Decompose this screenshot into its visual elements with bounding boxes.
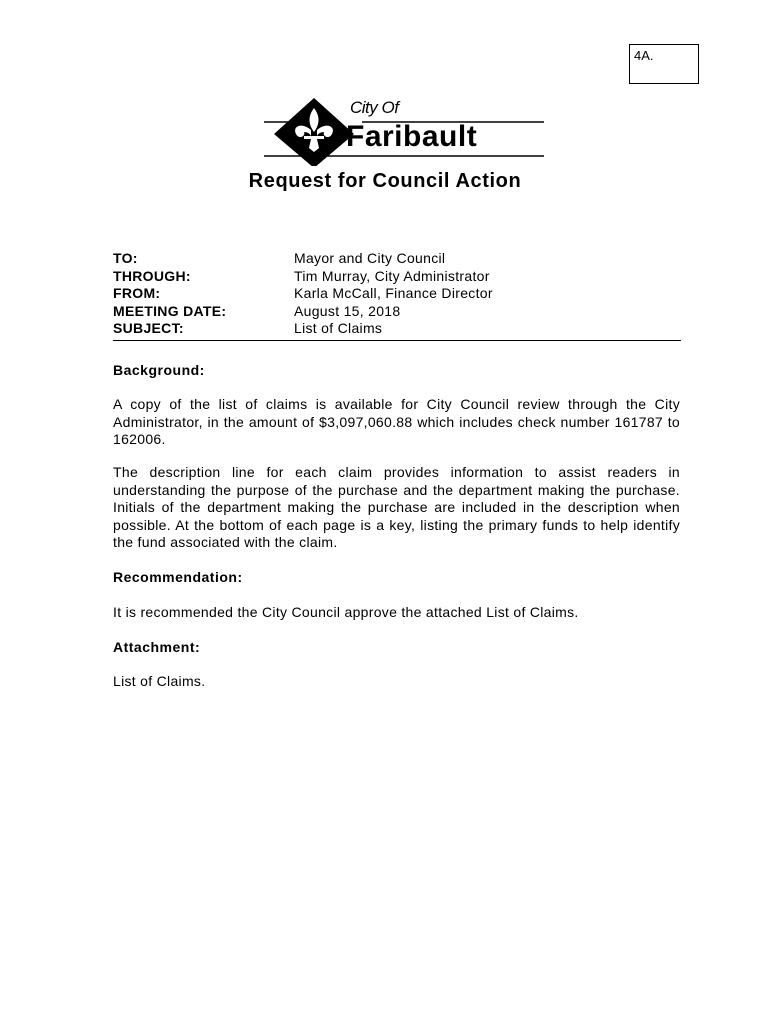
header-row-to	[113, 250, 493, 268]
recommendation-heading: Recommendation:	[113, 569, 243, 585]
header-row-meeting-date	[113, 303, 493, 321]
header-row-from	[113, 285, 493, 303]
logo-name-text: Faribault	[346, 120, 478, 153]
header-label: MEETING DATE:	[113, 302, 227, 319]
background-paragraph-2: The description line for each claim provides information to assist readers in understanding the purpose of the purchase and the department making the purchase. Initials of the department making the purchase are included in the description when possible. At the bottom of each page is a key, listing the primary funds to help identify the fund associated with the claim.	[113, 464, 680, 550]
recommendation-text: It is recommended the City Council approve the attached List of Claims.	[113, 604, 579, 620]
page-title: Request for Council Action	[248, 170, 522, 192]
header-label: THROUGH:	[113, 267, 191, 284]
city-logo	[262, 96, 548, 166]
header-label: TO:	[113, 250, 138, 266]
header-value: List of Claims	[294, 320, 383, 336]
header-divider	[113, 340, 681, 341]
background-paragraph-1: A copy of the list of claims is available for City Council review through the City Administrator, in the amount of $3,097,060.88 which includes check number 161787 to 162006.	[113, 396, 680, 447]
header-label: FROM:	[113, 285, 161, 301]
header-value: Karla McCall, Finance Director	[294, 285, 493, 301]
memo-header	[113, 250, 493, 338]
header-row-through	[113, 268, 493, 286]
header-label: SUBJECT:	[113, 320, 184, 336]
background-heading: Background:	[113, 362, 205, 378]
header-value: Mayor and City Council	[294, 250, 446, 266]
header-value: Tim Murray, City Administrator	[294, 267, 490, 284]
logo-city-text: City Of	[350, 98, 399, 117]
agenda-item-box	[629, 44, 699, 84]
attachment-heading: Attachment:	[113, 639, 201, 655]
attachment-text: List of Claims.	[113, 673, 206, 689]
header-row-subject	[113, 320, 493, 338]
agenda-item-number: 4A.	[634, 48, 654, 63]
header-value: August 15, 2018	[294, 302, 401, 319]
